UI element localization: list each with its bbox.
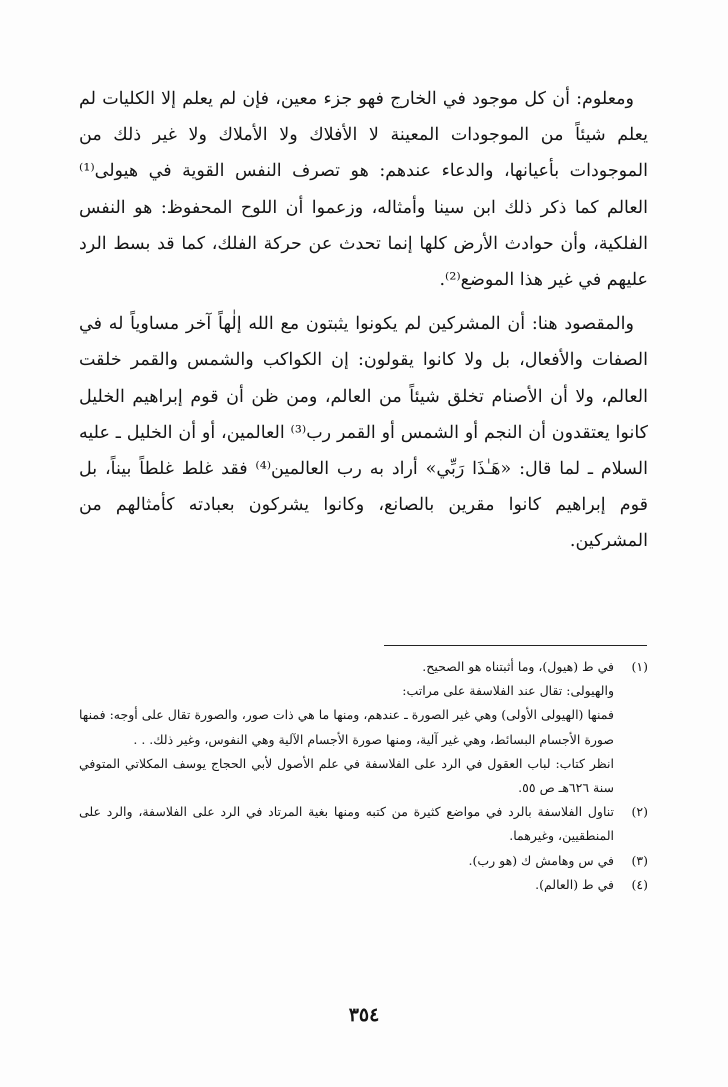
paragraph-1: ومعلوم: أن كل موجود في الخارج فهو جزء معين، فإن لم يعلم إلا الكليات لم يعلم شيئاً من الموجودات المعينة لا الأفلاك ولا الأملاك ولا غير ذلك من الموجودات بأعيانها، والدعاء عندهم: هو تصرف النفس القوية في هيولى⁽¹⁾ العالم كما ذكر ذلك ابن سينا وأمثاله، وزعموا أن اللوح المحفوظ: هو النفس الفلكية، وأن حوادث الأرض كلها إنما تحدث عن حركة الفلك، كما قد بسط الرد عليهم في غير هذا الموضع⁽²⁾. [79,89,648,291]
footnote-1-continuation: فمنها (الهيولى الأولى) وهي غير الصورة ـ عندهم، ومنها ما هي ذات صور، والصورة تقال على أوجه: فمنها صورة الأجسام البسائط، وهي غير آلية، ومنها صورة الأجسام الآلية وهي النفوس، وغير ذلك. . . [79,707,614,747]
footnote-2 [79,800,648,848]
footnote-number: (٤) [631,876,648,892]
footnote-number: (٣) [631,852,648,868]
paragraph-2: والمقصود هنا: أن المشركين لم يكونوا يثبتون مع الله إلٰهاً آخر مساوياً له في الصفات والأفعال، بل ولا كانوا يقولون: إن الكواكب والشمس والقمر خلقت العالم، ولا أن الأصنام تخلق شيئاً من العالم، ومن ظن أن قوم إبراهيم الخليل كانوا يعتقدون أن النجم أو الشمس أو القمر رب⁽³⁾ العالمين، أو أن الخليل ـ عليه السلام ـ لما قال: «هَـٰذَا رَبِّي» أراد به رب العالمين⁽⁴⁾ فقد غلط غلطاً بيناً، بل قوم إبراهيم كانوا مقرين بالصانع، وكانوا يشركون بعبادته كأمثالهم من المشركين. [79,314,648,552]
footnote-number: (٢) [631,804,648,820]
footnote-text: في ط (هيول)، وما أثبتناه هو الصحيح. [422,659,614,674]
page-number: ٣٥٤ [348,1004,380,1026]
footnote-text: تناول الفلاسفة بالرد في مواضع كثيرة من كتبه ومنها بغية المرتاد في الرد على الفلاسفة، والرد على المنطقيين، وغيرهما. [79,804,614,844]
footnote-text: في ط (العالم). [535,876,614,892]
footnote-separator [384,645,647,646]
footnote-4 [79,873,648,897]
footnote-text: في س وهامش ك (هو رب). [468,852,614,868]
footnote-3 [79,849,648,873]
footnote-number: (١) [631,659,648,674]
main-text [79,81,648,560]
footnote-1-continuation: والهيولى: تقال عند الفلاسفة على مراتب: [402,683,614,699]
footnotes [79,655,648,897]
footnote-1 [79,655,648,679]
footnote-1-continuation: انظر كتاب: لباب العقول في الرد على الفلاسفة في علم الأصول لأبي الحجاج يوسف المكلاتي المتوفي سنة ٦٢٦هـ ص ٥٥. [79,755,614,796]
